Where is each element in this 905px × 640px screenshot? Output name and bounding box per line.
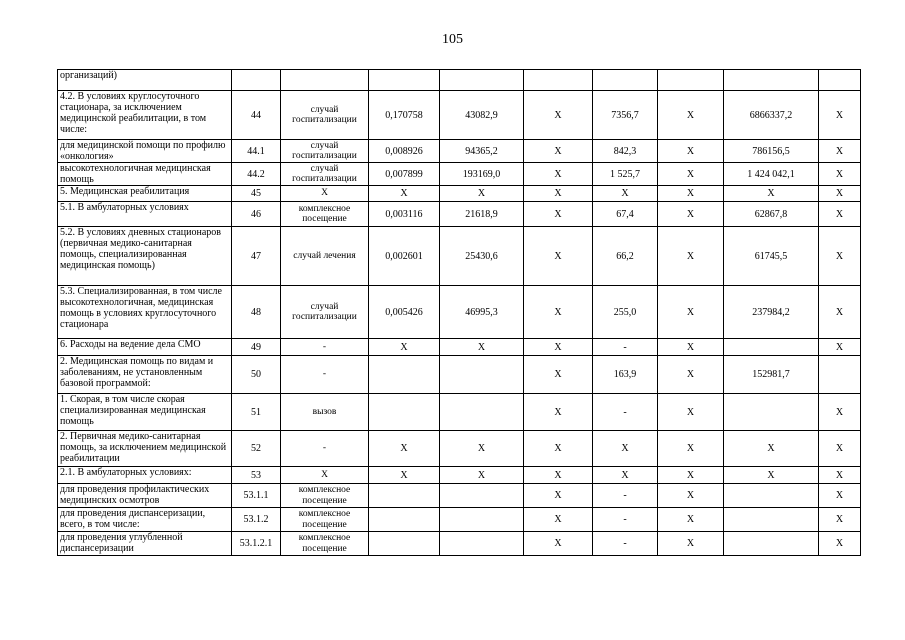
value-cell: X [524,467,593,484]
value-cell [819,70,861,91]
value-cell: X [724,431,819,467]
value-cell: X [369,431,440,467]
value-cell [369,356,440,394]
value-cell: 67,4 [593,202,658,227]
value-cell: 786156,5 [724,140,819,163]
value-cell: X [524,532,593,556]
row-name-cell: 6. Расходы на ведение дела СМО [58,339,232,356]
row-name-cell: 5.1. В амбулаторных условиях [58,202,232,227]
value-cell: X [593,431,658,467]
row-number-cell: 47 [232,227,281,286]
row-number-cell: 45 [232,186,281,202]
row-number-cell: 53.1.1 [232,484,281,508]
value-cell: X [658,339,724,356]
unit-cell: - [281,431,369,467]
value-cell: X [369,339,440,356]
row-number-cell: 44.2 [232,163,281,186]
table-row [58,394,861,431]
table-row [58,286,861,339]
value-cell: X [819,508,861,532]
value-cell: X [593,467,658,484]
value-cell: X [819,91,861,140]
value-cell [440,394,524,431]
table-row [58,186,861,202]
value-cell: X [658,163,724,186]
value-cell: X [369,467,440,484]
value-cell: X [658,286,724,339]
value-cell: X [658,356,724,394]
value-cell: 66,2 [593,227,658,286]
row-name-cell: организаций) [58,70,232,91]
row-number-cell: 51 [232,394,281,431]
value-cell: X [524,356,593,394]
value-cell: 94365,2 [440,140,524,163]
row-number-cell: 48 [232,286,281,339]
value-cell: X [524,508,593,532]
value-cell: 842,3 [593,140,658,163]
value-cell: X [819,484,861,508]
row-name-cell: 4.2. В условиях круглосуточного стационара, за исключением медицинской реабилитации, в том числе: [58,91,232,140]
value-cell: X [440,339,524,356]
row-number-cell: 46 [232,202,281,227]
value-cell [724,339,819,356]
value-cell [440,484,524,508]
value-cell: 0,003116 [369,202,440,227]
value-cell: X [593,186,658,202]
unit-cell: случай госпитализации [281,140,369,163]
value-cell [440,508,524,532]
value-cell: X [658,532,724,556]
unit-cell: комплексное посещение [281,532,369,556]
value-cell [724,394,819,431]
unit-cell: - [281,356,369,394]
row-name-cell: для проведения профилактических медицинских осмотров [58,484,232,508]
value-cell: - [593,484,658,508]
value-cell [369,70,440,91]
value-cell: X [524,227,593,286]
table-row [58,227,861,286]
value-cell: X [369,186,440,202]
row-number-cell: 53 [232,467,281,484]
unit-cell: комплексное посещение [281,484,369,508]
value-cell: 0,005426 [369,286,440,339]
row-name-cell: 2. Первичная медико-санитарная помощь, за исключением медицинской реабилитации [58,431,232,467]
value-cell: X [658,394,724,431]
value-cell [440,532,524,556]
value-cell: 43082,9 [440,91,524,140]
row-number-cell [232,70,281,91]
value-cell: X [819,532,861,556]
row-number-cell: 53.1.2.1 [232,532,281,556]
value-cell: - [593,339,658,356]
unit-cell: - [281,339,369,356]
value-cell: X [440,431,524,467]
value-cell: X [819,467,861,484]
value-cell: 61745,5 [724,227,819,286]
row-number-cell: 53.1.2 [232,508,281,532]
unit-cell: X [281,467,369,484]
value-cell [369,484,440,508]
value-cell [369,508,440,532]
value-cell: X [524,286,593,339]
value-cell: 0,007899 [369,163,440,186]
row-name-cell: 5.2. В условиях дневных стационаров (первичная медико-санитарная помощь, специализированная медицинская помощь) [58,227,232,286]
unit-cell: X [281,186,369,202]
value-cell: X [524,91,593,140]
value-cell: X [658,484,724,508]
table-row [58,484,861,508]
row-number-cell: 44 [232,91,281,140]
value-cell: 1 424 042,1 [724,163,819,186]
row-name-cell: 5. Медицинская реабилитация [58,186,232,202]
value-cell: X [724,186,819,202]
table-row [58,431,861,467]
value-cell [724,532,819,556]
value-cell [369,532,440,556]
value-cell: X [658,227,724,286]
value-cell [724,508,819,532]
value-cell: 25430,6 [440,227,524,286]
row-number-cell: 49 [232,339,281,356]
value-cell: 237984,2 [724,286,819,339]
value-cell: X [724,467,819,484]
row-name-cell: 1. Скорая, в том числе скорая специализированная медицинская помощь [58,394,232,431]
value-cell: X [819,163,861,186]
value-cell [524,70,593,91]
value-cell [440,70,524,91]
value-cell: - [593,394,658,431]
value-cell: 0,170758 [369,91,440,140]
table-row [58,202,861,227]
value-cell: X [524,339,593,356]
table-row [58,467,861,484]
value-cell: X [819,431,861,467]
medical-care-table [57,69,861,556]
value-cell: 0,002601 [369,227,440,286]
value-cell: X [658,91,724,140]
value-cell: 152981,7 [724,356,819,394]
table-row [58,532,861,556]
value-cell: 255,0 [593,286,658,339]
value-cell: X [658,467,724,484]
value-cell: X [524,140,593,163]
value-cell [819,356,861,394]
table-row [58,70,861,91]
value-cell: X [524,186,593,202]
table-row [58,356,861,394]
value-cell: X [524,431,593,467]
value-cell: 1 525,7 [593,163,658,186]
value-cell: 193169,0 [440,163,524,186]
row-number-cell: 50 [232,356,281,394]
row-number-cell: 52 [232,431,281,467]
unit-cell: комплексное посещение [281,202,369,227]
unit-cell: случай госпитализации [281,163,369,186]
value-cell [658,70,724,91]
value-cell [593,70,658,91]
value-cell: - [593,532,658,556]
value-cell: 6866337,2 [724,91,819,140]
value-cell: X [524,202,593,227]
value-cell: X [524,484,593,508]
row-name-cell: высокотехнологичная медицинская помощь [58,163,232,186]
unit-cell [281,70,369,91]
unit-cell: случай госпитализации [281,91,369,140]
table-row [58,140,861,163]
row-name-cell: 2.1. В амбулаторных условиях: [58,467,232,484]
value-cell: - [593,508,658,532]
value-cell: X [819,227,861,286]
value-cell: X [658,140,724,163]
value-cell: X [658,508,724,532]
value-cell: X [819,140,861,163]
value-cell: 62867,8 [724,202,819,227]
value-cell [724,70,819,91]
row-name-cell: для медицинской помощи по профилю «онкология» [58,140,232,163]
row-name-cell: для проведения диспансеризации, всего, в том числе: [58,508,232,532]
table-row [58,508,861,532]
value-cell: X [440,467,524,484]
value-cell: X [819,286,861,339]
unit-cell: комплексное посещение [281,508,369,532]
value-cell [440,356,524,394]
value-cell: X [819,394,861,431]
unit-cell: случай лечения [281,227,369,286]
value-cell: X [819,202,861,227]
page-number: 105 [442,32,463,47]
value-cell: 7356,7 [593,91,658,140]
value-cell: X [524,163,593,186]
table-row [58,163,861,186]
unit-cell: случай госпитализации [281,286,369,339]
value-cell: 21618,9 [440,202,524,227]
row-number-cell: 44.1 [232,140,281,163]
row-name-cell: 5.3. Специализированная, в том числе высокотехнологичная, медицинская помощь в условиях круглосуточного стационара [58,286,232,339]
value-cell: X [658,431,724,467]
value-cell [724,484,819,508]
value-cell: 46995,3 [440,286,524,339]
table-row [58,339,861,356]
value-cell: X [819,339,861,356]
table-row [58,91,861,140]
value-cell: X [524,394,593,431]
value-cell: 163,9 [593,356,658,394]
value-cell: 0,008926 [369,140,440,163]
value-cell: X [819,186,861,202]
value-cell [369,394,440,431]
value-cell: X [658,202,724,227]
value-cell: X [440,186,524,202]
value-cell: X [658,186,724,202]
unit-cell: вызов [281,394,369,431]
row-name-cell: 2. Медицинская помощь по видам и заболеваниям, не установленным базовой программой: [58,356,232,394]
row-name-cell: для проведения углубленной диспансеризации [58,532,232,556]
